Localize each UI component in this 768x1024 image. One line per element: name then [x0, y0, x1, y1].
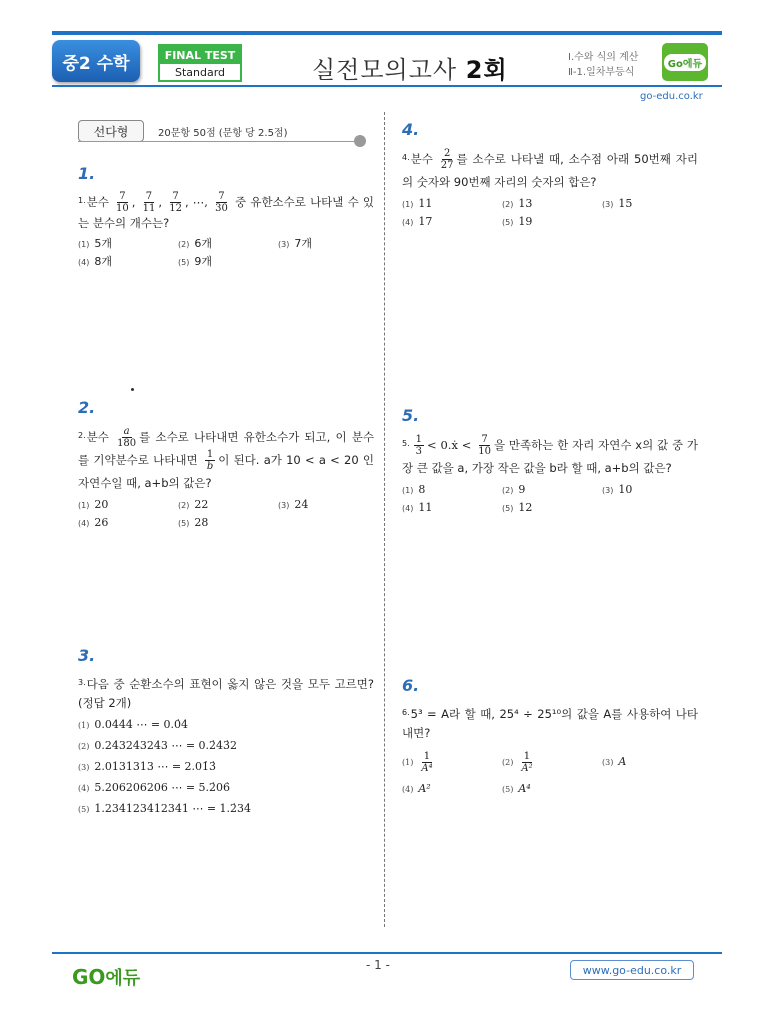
- choice[interactable]: (5) 12: [502, 501, 533, 514]
- footer-url-link[interactable]: www.go-edu.co.kr: [570, 960, 694, 980]
- choice[interactable]: (3) 7개: [278, 237, 312, 250]
- choice[interactable]: (1) 20: [78, 498, 109, 511]
- choice[interactable]: (4) 5.206206206 ⋯ = 5.2̇06̇: [78, 781, 231, 794]
- question-number: 4.: [402, 120, 420, 139]
- choice[interactable]: (2) 0.243243243 ⋯ = 0.2̇43̇2: [78, 739, 238, 752]
- column-divider: [384, 112, 385, 927]
- choice[interactable]: (1) 0.0444 ⋯ = 0.0̇4: [78, 718, 189, 731]
- choice-list: [402, 749, 698, 803]
- question-type-desc: 20문항 50점 (문항 당 2.5점): [158, 128, 288, 139]
- chapter-1: Ⅰ.수와 식의 계산: [568, 52, 639, 63]
- choice[interactable]: (3) 2.0131313 ⋯ = 2.01̇3̇: [78, 760, 217, 773]
- type-bar-line: [78, 141, 360, 142]
- question-number: 5.: [402, 406, 420, 425]
- question-text: $^{4.}$분수 $\frac{2}{27}$ 를 소수로 나타낼 때, 소수점 아래 50번째 자리의 숫자와 90번째 자리의 숫자의 합은?: [402, 148, 699, 189]
- choice[interactable]: (3) 10: [602, 483, 633, 496]
- choice[interactable]: (5) 1.234123412341 ⋯ = 1.2̇34̇: [78, 802, 252, 815]
- choice[interactable]: (1) 8: [402, 483, 426, 496]
- question-6: [402, 676, 698, 803]
- grade-badge: 중2 수학: [52, 40, 140, 82]
- question-number: 6.: [402, 676, 420, 695]
- level-label: Standard: [174, 65, 226, 79]
- question-4: [402, 120, 698, 231]
- question-text: $^{1.}$분수 $\frac{7}{10}$ , $\frac{7}{11}$ , $\frac{7}{12}$ , ⋯, $\frac{7}{30}$ 중 유한소수로 나타낼 수 있는 분수의 개수는?: [78, 191, 374, 230]
- question-2: [78, 398, 374, 532]
- question-text: $^{2.}$분수 $\frac{a}{180}$ 를 소수로 나타내면 유한소수가 되고, 이 분수를 기약분수로 나타내면 $\frac{1}{b}$ 이 된다. a가 10 < a < 20 인 자연수일 때, a+b의 값은?: [78, 426, 375, 490]
- question-number: 2.: [78, 398, 96, 417]
- chapter-list: [568, 50, 638, 80]
- choice[interactable]: (4) 11: [402, 501, 433, 514]
- footer-logo: GO에듀: [72, 965, 141, 989]
- question-text: $^{5.}$ $\frac{1}{3}$ < 0.ẋ < $\frac{7}{10}$ 을 만족하는 한 자리 자연수 x의 값 중 가장 큰 값을 a, 가장 작은 값을 b라 할 때, a+b의 값은?: [402, 434, 699, 475]
- choice-list: [402, 481, 698, 517]
- title-main: 실전모의고사: [312, 56, 458, 84]
- choice[interactable]: (5) A⁴: [502, 782, 531, 795]
- choice[interactable]: (3) 24: [278, 498, 309, 511]
- choice-list: [78, 496, 374, 532]
- choice[interactable]: (4) 8개: [78, 255, 112, 268]
- question-text: $^{3.}$다음 중 순환소수의 표현이 옳지 않은 것을 모두 고르면? (정답 2개): [78, 677, 374, 710]
- chapter-2: Ⅱ-1.일차부등식: [568, 67, 635, 78]
- choice[interactable]: (5) 9개: [178, 255, 212, 268]
- choice[interactable]: (2) 6개: [178, 237, 212, 250]
- choice[interactable]: (5) 19: [502, 215, 533, 228]
- go-edu-logo: Go에듀: [662, 43, 708, 81]
- choice[interactable]: (1) $\frac{1}{\text{A⁴}}$: [402, 750, 433, 774]
- choice[interactable]: (1) 5개: [78, 237, 112, 250]
- choice[interactable]: (2) 13: [502, 197, 533, 210]
- choice[interactable]: (2) 22: [178, 498, 209, 511]
- choice[interactable]: (4) 17: [402, 215, 433, 228]
- header-top-rule: [52, 31, 722, 35]
- title-number: 2회: [465, 56, 508, 84]
- choice[interactable]: (5) 28: [178, 516, 209, 529]
- question-5: [402, 406, 698, 517]
- choice[interactable]: (4) A²: [402, 782, 431, 795]
- question-type-label: 선다형: [78, 120, 144, 142]
- footer-rule: [52, 952, 722, 954]
- question-1: [78, 164, 374, 271]
- page-number: - 1 -: [366, 958, 390, 972]
- page-title: [312, 50, 508, 85]
- question-3: [78, 646, 374, 820]
- choice-list: [402, 195, 698, 231]
- choice[interactable]: (3) 15: [602, 197, 633, 210]
- choice[interactable]: (2) 9: [502, 483, 526, 496]
- question-text: $^{6.}$5³ = A라 할 때, 25⁴ ÷ 25¹⁰의 값을 A를 사용하여 나타내면?: [402, 707, 698, 740]
- choice-list: [78, 715, 374, 820]
- choice[interactable]: (1) 11: [402, 197, 433, 210]
- question-number: 1.: [78, 164, 96, 183]
- choice[interactable]: (3) A: [602, 755, 627, 768]
- choice[interactable]: (2) $\frac{1}{\text{A²}}$: [502, 750, 533, 774]
- choice-list: [78, 235, 374, 271]
- type-bar-dot: [354, 135, 366, 147]
- question-number: 3.: [78, 646, 96, 665]
- final-test-label: FINAL TEST: [160, 46, 240, 64]
- header-bottom-rule: [52, 85, 722, 87]
- choice[interactable]: (4) 26: [78, 516, 109, 529]
- stray-dot: [131, 388, 134, 391]
- final-test-badge: [158, 44, 242, 82]
- site-url-top: go-edu.co.kr: [640, 91, 703, 102]
